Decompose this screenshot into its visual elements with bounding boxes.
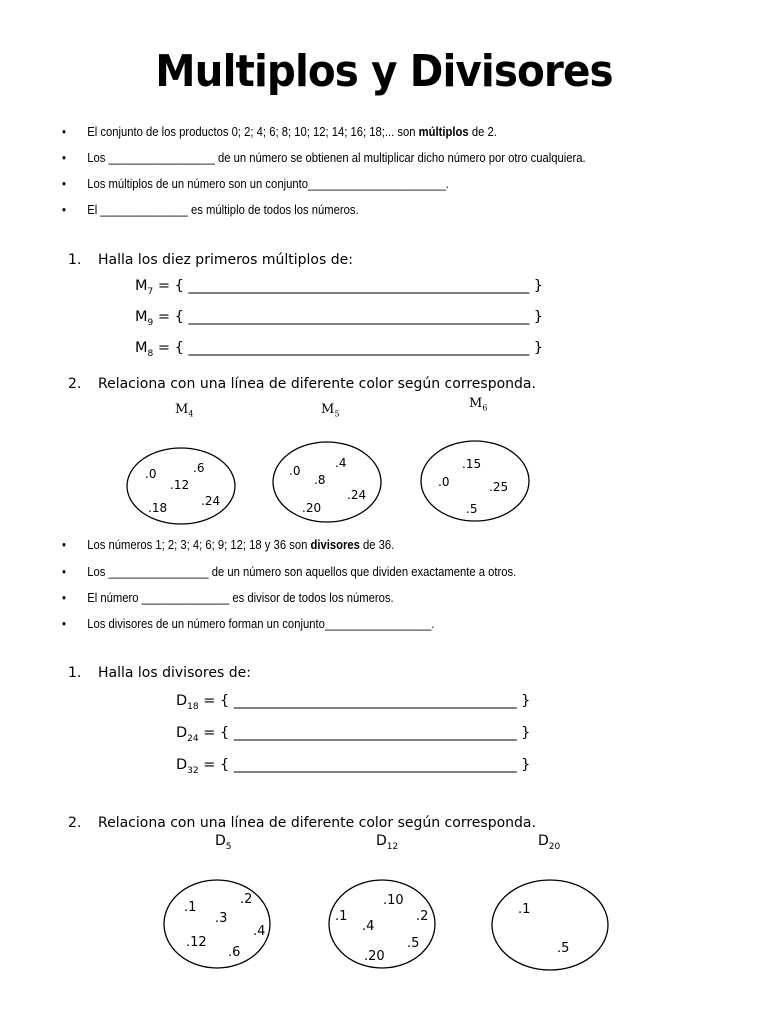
oval-number[interactable]: .12 [170, 478, 190, 492]
set-subscript: 8 [147, 348, 154, 359]
bullet-text: Los _________________ de un número se obtienen al multiplicar dicho número por otro cualquiera. [87, 151, 586, 165]
set-d24[interactable] [176, 725, 530, 744]
label-subscript: 4 [188, 409, 194, 419]
oval-number[interactable]: .2 [416, 909, 429, 924]
label-letter: M [175, 402, 189, 417]
oval-number[interactable]: .0 [289, 464, 301, 478]
set-d32[interactable] [176, 757, 530, 776]
bullet-text: Los múltiplos de un número son un conjunto______________________. [87, 177, 449, 191]
bullet-bold: múltiplos [418, 125, 469, 139]
set-subscript: 9 [147, 317, 154, 328]
oval-number[interactable]: .20 [364, 949, 385, 964]
question-number: 1. [68, 665, 82, 681]
oval-number[interactable]: .4 [335, 456, 347, 470]
set-letter: D [176, 725, 188, 741]
page-title: Multiplos y Divisores [155, 46, 613, 97]
oval-number[interactable]: .2 [240, 892, 253, 907]
oval-number[interactable]: .25 [489, 480, 509, 494]
question-text: Halla los divisores de: [98, 665, 251, 681]
bullet-text: El ______________ es múltiplo de todos los números. [87, 203, 359, 217]
label-letter: D [215, 833, 226, 849]
set-d18[interactable] [176, 693, 530, 712]
label-subscript: 12 [386, 841, 399, 852]
oval-number[interactable]: .5 [466, 502, 478, 516]
set-letter: M [135, 340, 148, 356]
oval-number[interactable]: .20 [302, 501, 322, 515]
oval-number[interactable]: .8 [314, 473, 326, 487]
bullet-text: de 36. [359, 538, 395, 552]
question-text: Relaciona con una línea de diferente color según corresponda. [98, 376, 536, 392]
bullet-text: El número ______________ es divisor de todos los números. [87, 591, 394, 605]
label-letter: M [321, 402, 335, 417]
label-letter: M [469, 396, 483, 411]
set-subscript: 18 [187, 701, 199, 712]
question-1-divisors [68, 665, 251, 681]
bullet-divisors-definition [62, 537, 394, 553]
set-letter: D [176, 693, 188, 709]
oval-number[interactable]: .24 [347, 488, 367, 502]
set-body: = { _______________________________________________ } [153, 309, 544, 325]
bullet-divisors-blank [62, 564, 516, 580]
set-subscript: 24 [187, 733, 199, 744]
bullet-divisors-one [62, 590, 394, 606]
set-body: = { _______________________________________________ } [153, 340, 544, 356]
bullet-divisors-set [62, 616, 434, 632]
set-body: = { _______________________________________ } [198, 693, 531, 709]
label-letter: D [376, 833, 387, 849]
question-text: Halla los diez primeros múltiplos de: [98, 252, 353, 268]
bullet-text: Los ________________ de un número son aquellos que dividen exactamente a otros. [87, 565, 517, 579]
label-subscript: 5 [334, 409, 340, 419]
oval-number[interactable]: .10 [383, 893, 404, 908]
label-subscript: 5 [225, 841, 232, 852]
oval-number[interactable]: .0 [438, 475, 450, 489]
oval-number[interactable]: .4 [253, 924, 266, 939]
oval-number[interactable]: .1 [184, 900, 197, 915]
set-letter: M [135, 309, 148, 325]
oval-number[interactable]: .24 [201, 494, 221, 508]
label-d12 [376, 833, 398, 852]
bullet-text: Los números 1; 2; 3; 4; 6; 9; 12; 18 y 36 son [87, 538, 311, 552]
label-letter: D [538, 833, 549, 849]
oval-number[interactable]: .18 [148, 501, 168, 515]
oval-number[interactable]: .5 [407, 936, 420, 951]
oval-number[interactable]: .1 [335, 909, 348, 924]
set-letter: D [176, 757, 188, 773]
oval-number[interactable]: .3 [215, 911, 228, 926]
oval-d20 [492, 880, 608, 970]
oval-number[interactable]: .1 [518, 902, 531, 917]
set-letter: M [135, 278, 148, 294]
bullet-text: El conjunto de los productos 0; 2; 4; 6; 8; 10; 12; 14; 16; 18;... son [87, 125, 419, 139]
set-body: = { _______________________________________ } [198, 725, 531, 741]
oval-number[interactable]: .4 [362, 919, 375, 934]
oval-number[interactable]: .12 [186, 935, 207, 950]
question-text: Relaciona con una línea de diferente color según corresponda. [98, 815, 536, 831]
bullet-bold: divisores [310, 538, 360, 552]
set-body: = { _______________________________________________ } [153, 278, 544, 294]
oval-number[interactable]: .6 [228, 945, 241, 960]
oval-number[interactable]: .0 [145, 467, 157, 481]
question-number: 1. [68, 252, 82, 268]
question-number: 2. [68, 815, 82, 831]
oval-number[interactable]: .5 [557, 941, 570, 956]
label-subscript: 20 [548, 841, 561, 852]
oval-number[interactable]: .6 [193, 461, 205, 475]
label-d5 [215, 833, 232, 852]
label-d20 [538, 833, 560, 852]
set-subscript: 7 [147, 286, 154, 297]
question-2-divisors [68, 815, 536, 831]
label-subscript: 6 [482, 403, 488, 413]
set-body: = { _______________________________________ } [198, 757, 531, 773]
question-number: 2. [68, 376, 82, 392]
oval-number[interactable]: .15 [462, 457, 482, 471]
oval-m5 [273, 442, 381, 522]
bullet-text: de 2. [468, 125, 497, 139]
bullet-text: Los divisores de un número forman un conjunto_________________. [87, 617, 435, 631]
set-subscript: 32 [187, 765, 199, 776]
